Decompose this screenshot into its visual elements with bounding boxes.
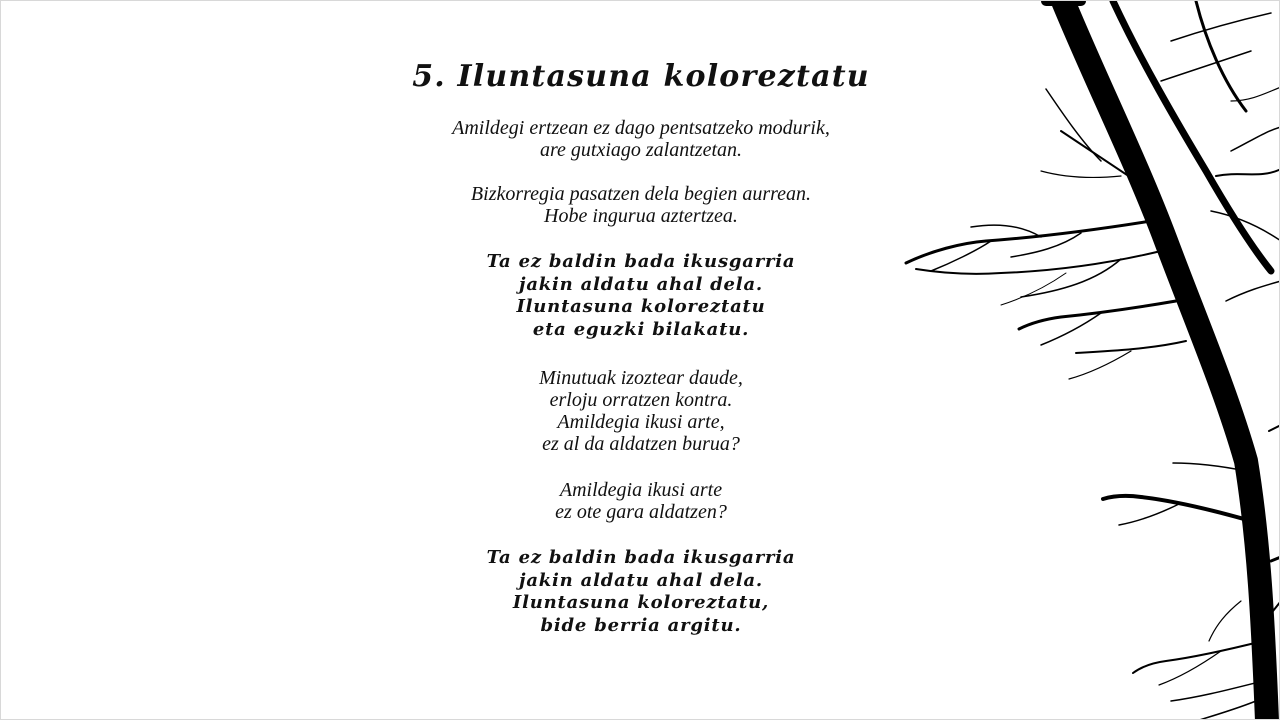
chorus-line: bide berria argitu. [540, 614, 742, 636]
lyric-line: Minutuak izoztear daude, [539, 367, 743, 389]
lyric-line: Amildegia ikusi arte, [557, 411, 725, 433]
chorus-line: jakin aldatu ahal dela. [519, 273, 763, 295]
lyric-line: Bizkorregia pasatzen dela begien aurrean. [470, 183, 812, 205]
song-title: 5. Iluntasuna koloreztatu [412, 59, 870, 94]
stanza-1 [281, 117, 1001, 161]
lyric-line: erloju orratzen kontra. [549, 389, 733, 411]
chorus-line: eta eguzki bilakatu. [532, 318, 750, 340]
stanza-3 [281, 367, 1001, 455]
chorus-line: Iluntasuna koloreztatu [516, 296, 766, 317]
lyric-line: are gutxiago zalantzetan. [539, 139, 743, 161]
chorus-2 [281, 547, 1001, 637]
chorus-1 [281, 251, 1001, 341]
chorus-line: Iluntasuna koloreztatu, [512, 592, 770, 613]
stanza-2 [281, 183, 1001, 227]
chorus-line: Ta ez baldin bada ikusgarria [486, 251, 796, 272]
lyric-line: ez ote gara aldatzen? [555, 501, 727, 523]
chorus-line: jakin aldatu ahal dela. [519, 569, 763, 591]
lyric-line: Amildegi ertzean ez dago pentsatzeko modurik, [452, 117, 830, 139]
chorus-line: Ta ez baldin bada ikusgarria [486, 547, 796, 568]
lyric-line: Amildegia ikusi arte [559, 479, 723, 501]
lyric-line: ez al da aldatzen burua? [542, 433, 740, 455]
stanza-4 [281, 479, 1001, 523]
lyric-line: Hobe ingurua aztertzea. [544, 205, 738, 227]
lyrics-block [281, 55, 1001, 637]
